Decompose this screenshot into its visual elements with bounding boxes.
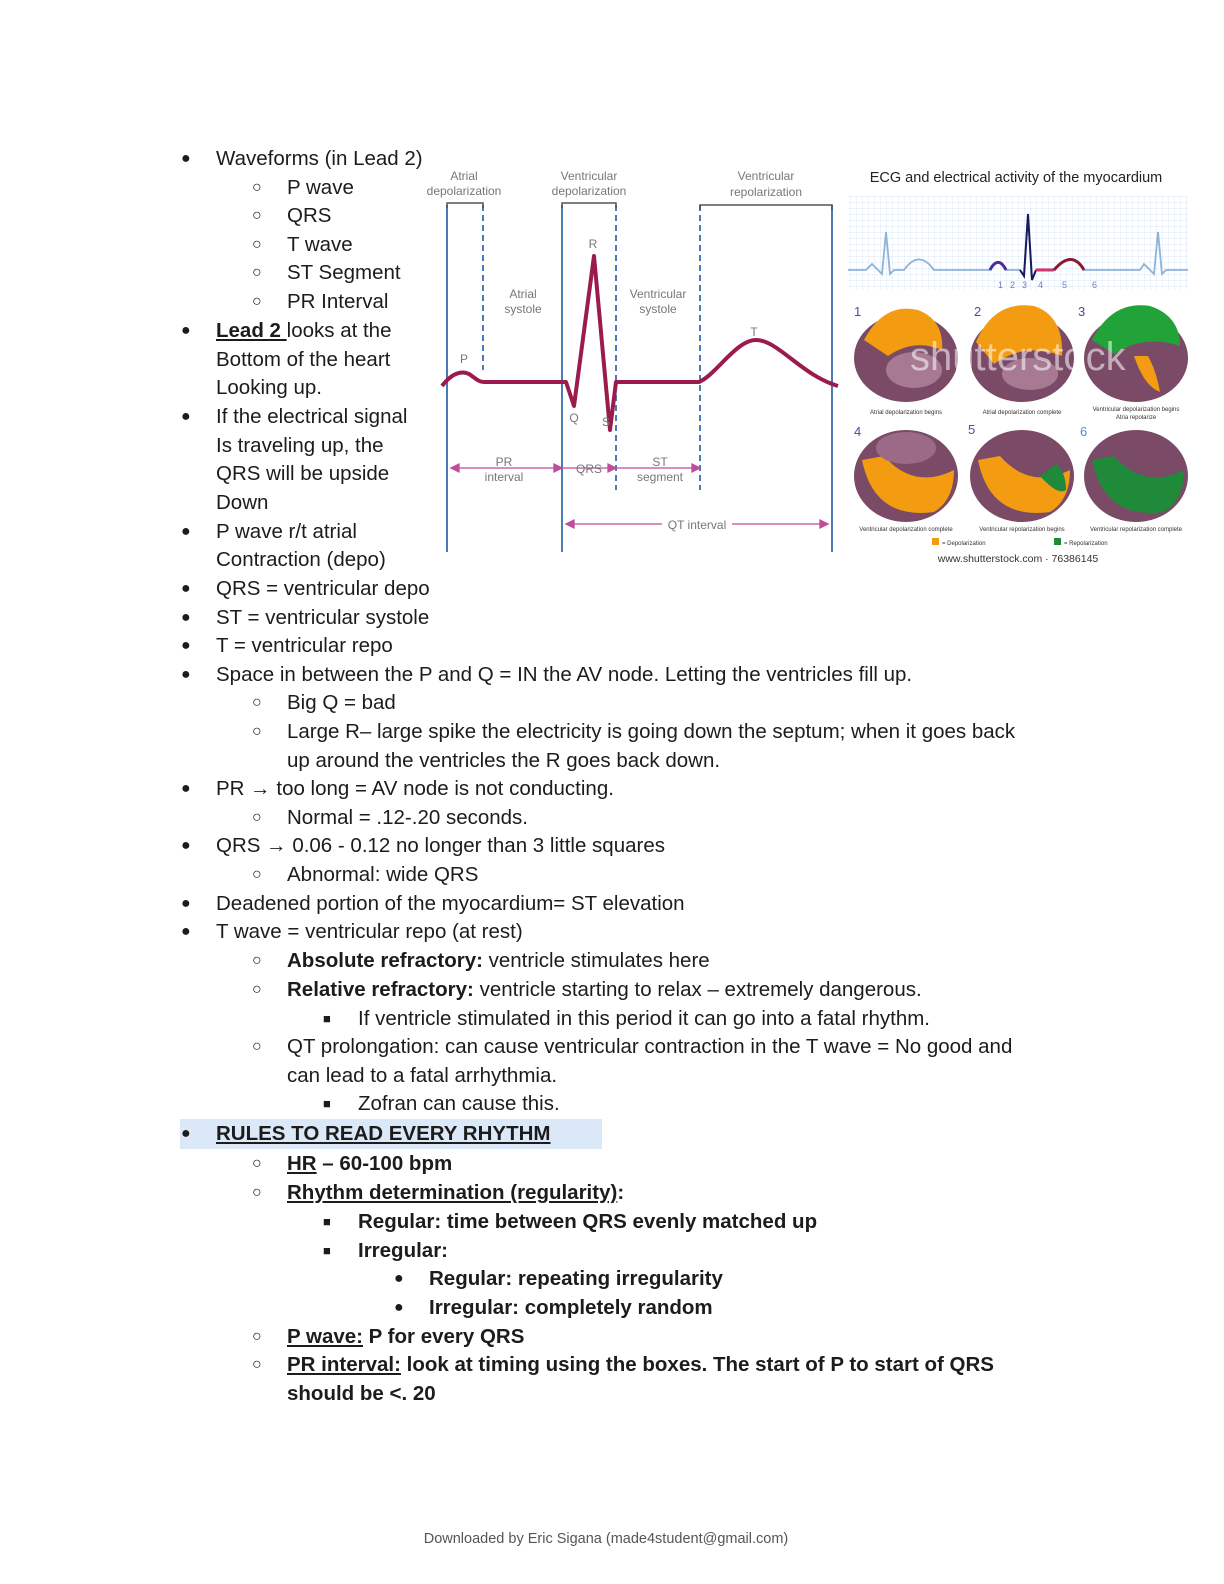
bullet-disc: ●: [181, 523, 191, 540]
ecg-tick-1: 1: [998, 280, 1004, 290]
item-zofran: Zofran can cause this.: [358, 1092, 560, 1115]
label-vent-depol-2: depolarization: [551, 184, 627, 198]
bullet-circle: ○: [252, 207, 262, 224]
item-electrical-3: QRS will be upside: [216, 462, 390, 485]
item-absolute-refractory: Absolute refractory: ventricle stimulates here: [287, 949, 710, 972]
item-qrs-time: QRS → 0.06 - 0.12 no longer than 3 little squares: [216, 834, 665, 857]
bullet-circle: ○: [252, 1155, 262, 1172]
item-pr-interval-rule-2: should be <. 20: [287, 1382, 436, 1405]
bullet-square: ■: [323, 1096, 331, 1111]
bullet-disc: ●: [181, 609, 191, 626]
label-atrial-depol: Atrial: [450, 169, 478, 183]
item-qrs: QRS: [287, 204, 332, 227]
label-s: S: [601, 415, 611, 429]
stage-number-2: 2: [974, 304, 982, 319]
caption-stage-3b: Atria repolarize: [1115, 415, 1157, 421]
stage-number-1: 1: [854, 304, 862, 319]
bullet-circle: ○: [252, 809, 262, 826]
item-qrs-abnormal: Abnormal: wide QRS: [287, 863, 479, 886]
item-big-q: Big Q = bad: [287, 691, 396, 714]
legend-depol-label: = Depolarization: [942, 541, 986, 547]
label-qrs: QRS: [575, 462, 603, 476]
label-vent-depol: Ventricular: [560, 169, 618, 183]
bullet-circle: ○: [252, 1184, 262, 1201]
bullet-disc: ●: [181, 666, 191, 683]
item-hr: HR – 60-100 bpm: [287, 1152, 453, 1175]
label-st-segment-2: segment: [636, 470, 684, 484]
bullet-circle: ○: [252, 981, 262, 998]
item-lead2-line3: Looking up.: [216, 376, 323, 399]
legend-depol-swatch: [932, 538, 939, 545]
bullet-circle: ○: [252, 236, 262, 253]
caption-stage-6: Ventricular repolarization complete: [1089, 527, 1183, 533]
bullet-square: ■: [323, 1214, 331, 1229]
stage-number-5: 5: [968, 422, 976, 437]
heart-figure-title: ECG and electrical activity of the myocardium: [869, 170, 1163, 186]
item-space-pq: Space in between the P and Q = IN the AV node. Letting the ventricles fill up.: [216, 663, 913, 686]
item-regular: Regular: time between QRS evenly matched up: [358, 1210, 818, 1233]
stage-number-6: 6: [1080, 424, 1088, 439]
item-st-segment: ST Segment: [287, 261, 401, 284]
item-rhythm-determination: Rhythm determination (regularity):: [287, 1181, 625, 1204]
item-pr-interval-rule: PR interval: look at timing using the boxes. The start of P to start of QRS: [287, 1353, 994, 1376]
ecg-diagram: [416, 160, 846, 560]
ecg-trace: [442, 256, 838, 430]
item-pwave-rt-1: P wave r/t atrial: [216, 520, 357, 543]
bullet-square: ■: [323, 1243, 331, 1258]
bullet-disc: ●: [181, 837, 191, 854]
bullet-disc: ●: [181, 780, 191, 797]
item-electrical-1: If the electrical signal: [216, 405, 408, 428]
bullet-disc: ●: [181, 408, 191, 425]
label-atrial-systole: Atrial: [509, 287, 537, 301]
bullet-circle: ○: [252, 1038, 262, 1055]
item-st-systole: ST = ventricular systole: [216, 606, 430, 629]
caption-stage-5: Ventricular repolarization begins: [979, 527, 1065, 533]
item-electrical-4: Down: [216, 491, 269, 514]
label-q: Q: [569, 411, 579, 425]
label-vent-systole-2: systole: [639, 302, 677, 316]
bullet-circle: ○: [252, 694, 262, 711]
ecg-tick-4: 4: [1038, 280, 1044, 290]
rules-heading: RULES TO READ EVERY RHYTHM: [216, 1122, 551, 1145]
download-footer: Downloaded by Eric Sigana (made4student@gmail.com): [423, 1531, 789, 1547]
label-st-segment: ST: [652, 455, 668, 469]
bullet-disc: ●: [181, 923, 191, 940]
watermark: shutterstock: [910, 335, 1126, 379]
caption-stage-3: Ventricular depolarization begins: [1092, 407, 1180, 413]
item-irregular: Irregular:: [358, 1239, 448, 1262]
legend-repol-label: = Repolarization: [1064, 541, 1108, 547]
label-pr-interval-2: interval: [484, 470, 524, 484]
legend-repol-swatch: [1054, 538, 1061, 545]
item-relative-sub: If ventricle stimulated in this period it can go into a fatal rhythm.: [358, 1007, 930, 1030]
item-qt-prolongation-1: QT prolongation: can cause ventricular contraction in the T wave = No good and: [287, 1035, 1013, 1058]
bullet-square: ■: [323, 1011, 331, 1026]
image-credit: www.shutterstock.com · 76386145: [937, 553, 1099, 565]
label-vent-repol: Ventricular: [737, 169, 795, 183]
item-t-wave: T wave: [287, 233, 353, 256]
item-t-rest: T wave = ventricular repo (at rest): [216, 920, 523, 943]
caption-stage-1: Atrial depolarization begins: [869, 410, 943, 416]
label-p: P: [459, 352, 469, 366]
item-p-wave: P wave: [287, 176, 354, 199]
label-vent-repol-2: repolarization: [729, 185, 803, 199]
ecg-tick-3: 3: [1022, 280, 1028, 290]
stage-number-3: 3: [1078, 304, 1086, 319]
item-waveforms: Waveforms (in Lead 2): [216, 147, 423, 170]
bullet-circle: ○: [252, 1328, 262, 1345]
item-large-r-1: Large R– large spike the electricity is going down the septum; when it goes back: [287, 720, 1016, 743]
heart-stage-6: [1084, 430, 1188, 522]
bullet-circle: ○: [252, 952, 262, 969]
item-p-wave-rule: P wave: P for every QRS: [287, 1325, 525, 1348]
bullet-circle: ○: [252, 293, 262, 310]
item-lead2: Lead 2 looks at the: [216, 319, 392, 342]
item-lead2-line2: Bottom of the heart: [216, 348, 391, 371]
ecg-tick-5: 5: [1062, 280, 1068, 290]
bullet-disc: ●: [181, 637, 191, 654]
ecg-tick-2: 2: [1010, 280, 1016, 290]
bullet-circle: ○: [252, 1356, 262, 1373]
bullet-circle: ○: [252, 866, 262, 883]
label-t: T: [750, 325, 758, 339]
bullet-disc: ●: [181, 322, 191, 339]
item-qt-prolongation-2: can lead to a fatal arrhythmia.: [287, 1064, 558, 1087]
label-atrial-depol-2: depolarization: [426, 184, 502, 198]
bullet-disc: ●: [181, 1125, 191, 1142]
item-pr-interval: PR Interval: [287, 290, 389, 313]
caption-stage-2: Atrial depolarization complete: [982, 410, 1062, 416]
heart-activity-figure: [844, 160, 1194, 570]
bullet-disc: ●: [394, 1299, 404, 1316]
label-atrial-systole-2: systole: [504, 302, 542, 316]
bullet-circle: ○: [252, 723, 262, 740]
item-electrical-2: Is traveling up, the: [216, 434, 384, 457]
bullet-disc: ●: [181, 150, 191, 167]
caption-stage-4: Ventricular depolarization complete: [859, 527, 953, 533]
item-irregular-regular: Regular: repeating irregularity: [429, 1267, 723, 1290]
stage-number-4: 4: [854, 424, 862, 439]
bullet-disc: ●: [394, 1270, 404, 1287]
item-t-repo: T = ventricular repo: [216, 634, 393, 657]
item-pwave-rt-2: Contraction (depo): [216, 548, 386, 571]
bullet-disc: ●: [181, 895, 191, 912]
bullet-circle: ○: [252, 179, 262, 196]
heart-stage-5: [970, 430, 1074, 522]
ecg-tick-6: 6: [1092, 280, 1098, 290]
item-pr-long: PR → too long = AV node is not conducting.: [216, 777, 614, 800]
label-pr-interval: PR: [495, 455, 513, 469]
item-large-r-2: up around the ventricles the R goes back down.: [287, 749, 721, 772]
item-relative-refractory: Relative refractory: ventricle starting to relax – extremely dangerous.: [287, 978, 922, 1001]
item-irregular-random: Irregular: completely random: [429, 1296, 713, 1319]
label-vent-systole: Ventricular: [629, 287, 687, 301]
item-pr-normal: Normal = .12-.20 seconds.: [287, 806, 528, 829]
label-r: R: [588, 237, 598, 251]
bullet-circle: ○: [252, 264, 262, 281]
bullet-disc: ●: [181, 580, 191, 597]
label-qt-interval: QT interval: [667, 518, 727, 532]
item-qrs-depo: QRS = ventricular depo: [216, 577, 430, 600]
item-deadened: Deadened portion of the myocardium= ST elevation: [216, 892, 685, 915]
heart-stage-4: [854, 430, 958, 522]
